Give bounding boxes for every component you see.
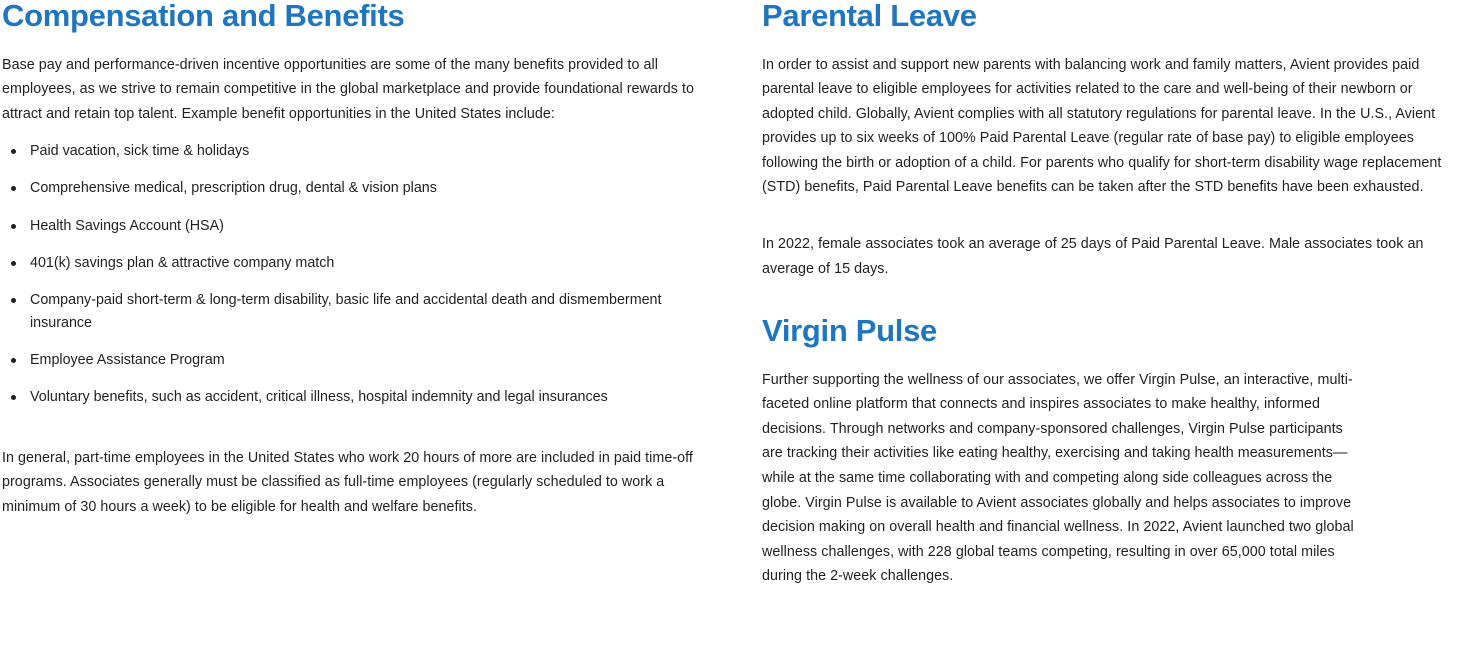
right-column (762, 0, 1468, 603)
benefits-list (2, 140, 702, 409)
list-item (2, 386, 702, 409)
list-item (2, 252, 702, 275)
list-item (2, 140, 702, 163)
list-item (2, 215, 702, 238)
list-item-label: Voluntary benefits, such as accident, critical illness, hospital indemnity and legal insurances (30, 389, 608, 406)
page-title-virgin-pulse: Virgin Pulse (762, 313, 937, 349)
parental-leave-paragraph-2: In 2022, female associates took an average of 25 days of Paid Parental Leave. Male associates took an average of 15 days. (762, 236, 1424, 277)
bullet-icon (11, 224, 16, 229)
list-item-label: Health Savings Account (HSA) (30, 217, 224, 234)
spacer (762, 214, 1468, 232)
spacer (2, 410, 702, 446)
page-title-parental-leave: Parental Leave (762, 0, 977, 33)
list-item-label: Company-paid short-term & long-term disability, basic life and accidental death and dismemberment insurance (30, 291, 662, 332)
virgin-pulse-paragraph-1: Further supporting the wellness of our associates, we offer Virgin Pulse, an interactive, multi-faceted online platform that connects and inspires associates to make healthy, informed decisions. Through networks and company-sponsored challenges, Virgin Pulse participants are tracking their activities like eating healthy, exercising and taking health measurements—while at the same time collaborating with and competing along side colleagues across the globe. Virgin Pulse is available to Avient associates globally and helps associates to improve decision making on overall health and financial wellness. In 2022, Avient launched two global wellness challenges, with 228 global teams competing, resulting in over 65,000 total miles during the 2-week challenges. (762, 371, 1354, 585)
bullet-icon (11, 261, 16, 266)
bullet-icon (11, 298, 16, 303)
list-item-label: 401(k) savings plan & attractive company match (30, 254, 335, 271)
bullet-icon (11, 186, 16, 191)
list-item-label: Employee Assistance Program (30, 352, 225, 369)
parental-leave-paragraph-1: In order to assist and support new parents with balancing work and family matters, Avient provides paid parental leave to eligible employees for activities related to the care and well-being of their newborn or adopted child. Globally, Avient complies with all statutory regulations for parental leave. In the U.S., Avient provides up to six weeks of 100% Paid Parental Leave (regular rate of base pay) to eligible employees following the birth or adoption of a child. For parents who qualify for short-term disability wage replacement (STD) benefits, Paid Parental Leave benefits can be taken after the STD benefits have been exhausted. (762, 56, 1442, 196)
compensation-intro-paragraph: Base pay and performance-driven incentive opportunities are some of the many benefits provided to all employees, as we strive to remain competitive in the global marketplace and provide foundational rewards to attract and retain top talent. Example benefit opportunities in the United States include: (2, 56, 694, 122)
left-column (0, 0, 702, 519)
list-item (2, 177, 702, 200)
bullet-icon (11, 395, 16, 400)
list-item-label: Paid vacation, sick time & holidays (30, 143, 250, 160)
list-item (2, 349, 702, 372)
list-item-label: Comprehensive medical, prescription drug, dental & vision plans (30, 180, 437, 197)
list-item (2, 289, 702, 335)
page-title-compensation-and-benefits: Compensation and Benefits (2, 0, 405, 33)
bullet-icon (11, 358, 16, 363)
bullet-icon (11, 149, 16, 154)
compensation-closing-paragraph: In general, part-time employees in the United States who work 20 hours of more are included in paid time-off programs. Associates generally must be classified as full-time employees (regularly scheduled to work a minimum of 30 hours a week) to be eligible for health and welfare benefits. (2, 449, 693, 515)
